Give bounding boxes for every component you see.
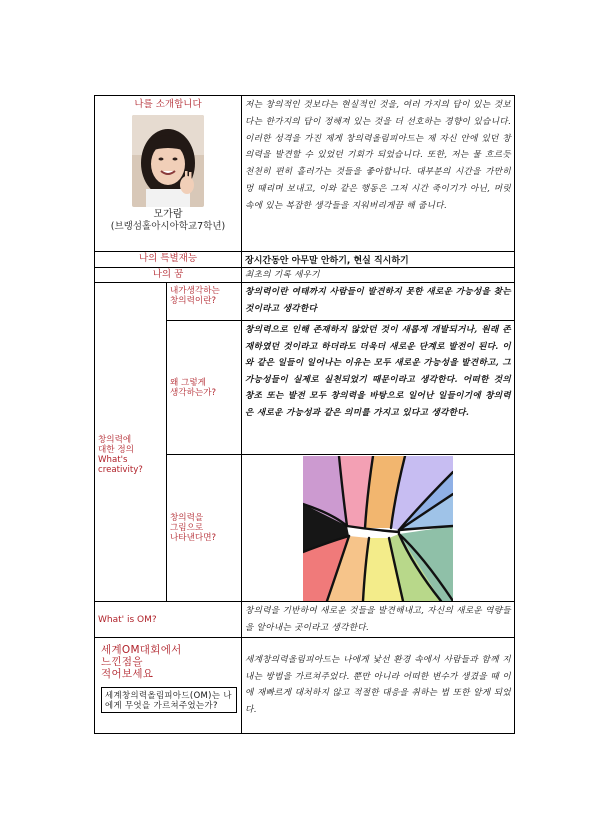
talent-value: 장시간동안 아무말 안하기, 현실 직시하기 <box>245 256 409 266</box>
profile-form-table <box>94 95 515 734</box>
feel-label <box>95 638 241 684</box>
q2-label-cell <box>167 321 242 455</box>
q1-label-cell <box>167 283 242 321</box>
om-label: What' is OM? <box>98 614 157 625</box>
om-value-cell <box>242 602 515 638</box>
q1-label <box>167 283 241 309</box>
creativity-label-line: 창의력에 <box>98 434 132 445</box>
q3-label-line: 나타낸다면? <box>170 533 217 543</box>
intro-text-cell <box>242 96 515 252</box>
q3-label-line: 창의력을 <box>170 513 204 523</box>
talent-value-cell <box>242 252 515 268</box>
talent-label: 나의 특별재능 <box>138 253 198 264</box>
feel-answer-cell <box>242 638 515 734</box>
creativity-label-line: What's <box>98 454 128 465</box>
feel-label-cell <box>95 638 242 734</box>
om-value: 창의력을 기반하여 새로운 것들을 발견해내고, 자신의 새로운 역량들을 알아내는 곳이라고 생각한다. <box>245 606 511 633</box>
dream-value: 최초의 기록 세우기 <box>245 270 320 280</box>
student-school: (브랭섬홀아시아학교7학년) <box>110 221 226 232</box>
intro-text: 저는 창의적인 것보다는 현실적인 것을, 여러 가지의 답이 있는 것보다는 한가지의 답이 정해져 있는 것을 더 선호하는 경향이 있습니다. 이러한 성격을 가진 제게 창의력올림피아드는 제 자신 안에 있던 창의력을 발견할 수 있었던 기회가 되었습니다. 또한, 저는 물 흐르듯 천천히 편히 흘러가는 것들을 좋아합니다. 대부분의 시간을 가만히 멍 때리며 보내고, 이와 같은 행동은 그저 시간 죽이기가 아닌, 머릿속에 있는 복잡한 생각들을 지워버리게끔 해 줍니다. <box>245 100 511 211</box>
a2-cell <box>242 321 515 455</box>
q3-label <box>167 510 241 546</box>
profile-photo <box>132 115 204 207</box>
q2-label <box>167 375 241 401</box>
student-name: 모가람 <box>153 209 183 220</box>
creativity-label-line: 대한 정의 <box>98 444 134 455</box>
q2-label-line: 왜 그렇게 <box>170 377 206 388</box>
creativity-label <box>95 407 166 478</box>
dream-label: 나의 꿈 <box>152 269 184 280</box>
q2-label-line: 생각하는가? <box>170 387 217 398</box>
dream-label-cell <box>95 268 242 283</box>
a1-cell <box>242 283 515 321</box>
q3-label-cell <box>167 455 242 602</box>
q1-label-line: 창의력이란? <box>170 296 217 306</box>
feel-label-line: 느낀점을 <box>101 656 143 668</box>
feel-question-box: 세계창의력올림피아드(OM)는 나에게 무엇을 가르쳐주었는가? <box>101 687 237 713</box>
feel-label-line: 세계OM대회에서 <box>101 644 182 656</box>
om-label-cell <box>95 602 242 638</box>
feel-label-line: 적어보세요 <box>101 668 154 680</box>
q3-label-line: 그림으로 <box>170 523 204 533</box>
intro-label: 나를 소개합니다 <box>134 99 202 110</box>
talent-label-cell <box>95 252 242 268</box>
a2-text: 창의력으로 인해 존재하지 않았던 것이 새롭게 개발되거나, 원래 존재하였던 것이라고 하더라도 더욱더 새로운 단계로 발전이 된다. 이와 같은 일들이 일어나는 이유는 모두 새로운 가능성을 발견하고, 그 가능성들이 실제로 실천되었기 때문이라고 생각한다. 어떠한 것의 창조 또는 발전 모두 창의력을 바탕으로 일어난 일들이기에 창의력은 새로운 가능성과 같은 의미를 가지고 있다고 생각한다. <box>245 325 511 418</box>
intro-cell <box>95 96 242 252</box>
feel-answer: 세계창의력올림피아드는 나에게 낯선 환경 속에서 사람들과 함께 지내는 방법을 가르쳐주었다. 뿐만 아니라 어떠한 변수가 생겼을 때 이에 재빠르게 대처하지 않고 적절한 대응을 취하는 법 또한 알게 되었다. <box>245 655 511 715</box>
dream-value-cell <box>242 268 515 283</box>
creativity-drawing <box>303 456 453 601</box>
creativity-label-line: creativity? <box>98 464 143 475</box>
creativity-label-cell <box>95 283 167 602</box>
drawing-cell <box>242 455 515 602</box>
q1-label-line: 내가생각하는 <box>170 286 220 296</box>
a1-text: 창의력이란 여태까지 사람들이 발견하지 못한 새로운 가능성을 찾는 것이라고 생각한다 <box>245 287 511 314</box>
